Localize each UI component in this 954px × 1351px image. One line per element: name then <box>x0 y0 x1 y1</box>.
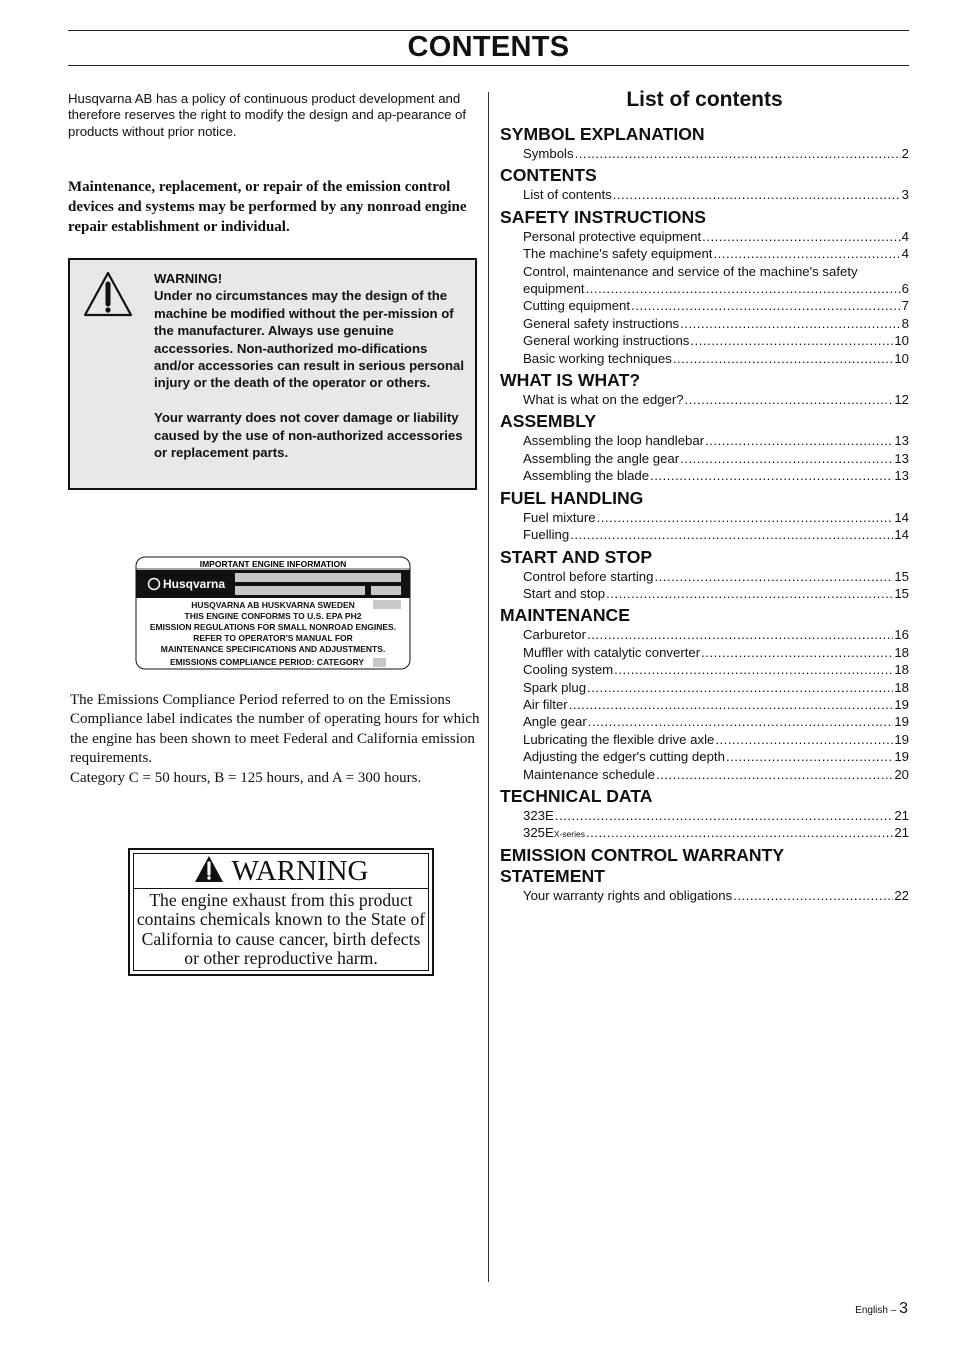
toc-section-title-text: WHAT IS WHAT? <box>500 370 641 391</box>
toc-entry-label: 323E <box>523 807 554 823</box>
toc-leader-dots <box>586 280 901 297</box>
toc-entry[interactable] <box>523 731 909 748</box>
toc-leader-dots <box>597 509 894 526</box>
toc-entry-page: 4 <box>901 228 909 244</box>
toc-entry-page: 18 <box>894 662 909 678</box>
toc-entry-label: List of contents <box>523 187 612 203</box>
toc-section-title <box>500 786 909 807</box>
toc-entry-label: Angle gear <box>523 714 587 730</box>
toc-entry-page: 20 <box>894 766 909 782</box>
toc-entry-page: 14 <box>894 509 909 525</box>
toc-leader-dots <box>555 807 894 824</box>
toc-leader-dots <box>733 887 893 904</box>
toc-entry[interactable] <box>523 526 909 543</box>
toc-leader-dots <box>613 186 901 203</box>
toc-entry[interactable] <box>523 391 909 408</box>
toc-entry-label: Start and stop <box>523 585 606 601</box>
toc-entry[interactable] <box>523 713 909 730</box>
toc-entry-page: 2 <box>901 146 909 161</box>
toc-entry-page: 10 <box>894 333 909 349</box>
toc-entry-label: The machine's safety equipment <box>523 246 713 262</box>
toc-leader-dots <box>614 661 893 678</box>
toc-leader-dots <box>606 585 893 602</box>
toc-entry-page: 19 <box>894 714 909 730</box>
compliance-description: The Emissions Compliance Period referred to on the Emissions Compliance label indicates the number of operating hours for which the engine has been shown to meet Federal and California emission requirements. <box>70 692 480 767</box>
toc-leader-dots <box>588 713 894 730</box>
toc-entry-label: Carburetor <box>523 627 587 643</box>
toc-section-title <box>500 124 909 145</box>
toc-entry[interactable] <box>523 297 909 314</box>
toc-title: List of contents <box>626 88 783 111</box>
toc-entry[interactable] <box>523 432 909 449</box>
engine-label-brand: Husqvarna <box>163 577 226 591</box>
toc-entry[interactable] <box>523 807 909 824</box>
toc-section-title-text: CONTENTS <box>500 165 597 186</box>
policy-note: Husqvarna AB has a policy of continuous product development and therefore reserves the right to modify the design and ap-pearance of products without prior notice. <box>68 91 467 139</box>
toc-entry-label: Fuelling <box>523 527 570 543</box>
toc-entry[interactable]: 325E X-series ..... 21 <box>523 824 909 841</box>
toc-entry-label: Air filter <box>523 696 568 712</box>
toc-entry-label: Cutting equipment <box>523 298 631 314</box>
toc-entry[interactable] <box>523 644 909 661</box>
toc-entry[interactable] <box>523 568 909 585</box>
toc-section-title <box>500 370 909 391</box>
toc-entry-page: 19 <box>894 731 909 747</box>
toc-section-title <box>500 488 909 509</box>
toc-entry-page: 21 <box>894 825 909 841</box>
toc-section-title <box>500 547 909 568</box>
toc-leader-dots <box>726 748 893 765</box>
toc-entry[interactable] <box>523 585 909 602</box>
toc-leader-dots <box>702 228 901 245</box>
compliance-period-text <box>70 691 480 788</box>
toc-entry-page: 7 <box>901 298 909 314</box>
toc-entry-label: What is what on the edger? <box>523 392 684 408</box>
toc-entry-page: 19 <box>894 696 909 712</box>
warning-box <box>68 258 477 490</box>
ca-warning-rule <box>134 888 428 889</box>
toc-entry[interactable] <box>523 679 909 696</box>
toc-entry-page: 3 <box>901 187 909 203</box>
toc-entry[interactable] <box>523 748 909 765</box>
toc-leader-dots <box>575 145 901 162</box>
toc-leader-dots <box>701 644 893 661</box>
toc-entry-page: 13 <box>894 433 909 449</box>
toc-section-title-text: SAFETY INSTRUCTIONS <box>500 206 706 227</box>
toc-leader-dots <box>680 450 893 467</box>
toc-leader-dots <box>690 332 893 349</box>
toc-section-title <box>500 411 909 432</box>
engine-label-line: MAINTENANCE SPECIFICATIONS AND ADJUSTMENTS. <box>160 644 386 654</box>
ca-warning-header <box>130 854 432 888</box>
toc-entry[interactable] <box>523 887 909 904</box>
toc-entry-page: 13 <box>894 468 909 484</box>
toc-entry-label: Assembling the blade <box>523 468 650 484</box>
toc-entry-label: Fuel mixture <box>523 509 596 525</box>
toc-entry[interactable] <box>523 315 909 332</box>
toc-entry-page: 10 <box>894 350 909 366</box>
page-footer <box>855 1300 908 1318</box>
toc-leader-dots <box>587 626 893 643</box>
toc-section-title-text: TECHNICAL DATA <box>500 785 653 806</box>
toc-leader-dots <box>587 679 893 696</box>
toc-section-title <box>500 165 909 186</box>
toc-entry[interactable] <box>523 350 909 367</box>
engine-label-line: EMISSIONS COMPLIANCE PERIOD: CATEGORY <box>169 657 365 667</box>
toc-leader-dots <box>570 526 893 543</box>
toc-entry-page: 18 <box>894 644 909 660</box>
toc-leader-dots <box>680 315 901 332</box>
toc-leader-dots <box>715 731 893 748</box>
toc-entry-page: 8 <box>901 315 909 331</box>
toc-entry-page: 15 <box>894 568 909 584</box>
toc-section-title-text: FUEL HANDLING <box>500 487 644 508</box>
toc-leader-dots <box>656 766 893 783</box>
title-rule <box>68 65 909 66</box>
footer-language: English – <box>855 1305 897 1316</box>
toc-entry[interactable] <box>523 245 909 262</box>
toc-entry[interactable] <box>523 661 909 678</box>
toc-entry-label: Assembling the angle gear <box>523 450 680 466</box>
toc-entry[interactable] <box>523 450 909 467</box>
toc-entry-label: Spark plug <box>523 679 587 695</box>
engine-label-title: IMPORTANT ENGINE INFORMATION <box>199 559 347 569</box>
toc-leader-dots <box>586 824 893 841</box>
engine-information-label <box>135 556 411 670</box>
toc-section-title <box>500 845 909 887</box>
toc-entry[interactable] <box>523 145 909 162</box>
toc-section-title-text: ASSEMBLY <box>500 411 597 432</box>
warning-triangle-icon <box>194 855 224 883</box>
toc-entry-label: Personal protective equipment <box>523 228 702 244</box>
toc-entry-label: Maintenance schedule <box>523 766 655 782</box>
toc-entry-page: 22 <box>894 887 909 903</box>
toc-section-title-text: EMISSION CONTROL WARRANTY <box>500 844 785 865</box>
toc-section-title-text: STATEMENT <box>500 865 605 886</box>
toc-entry-label: Cooling system <box>523 662 614 678</box>
engine-label-line: REFER TO OPERATOR'S MANUAL FOR <box>193 633 353 643</box>
page-title: CONTENTS <box>407 31 570 63</box>
toc-entry[interactable] <box>523 626 909 643</box>
toc-leader-dots <box>713 245 900 262</box>
toc-entry-label: 325E <box>523 825 554 841</box>
toc-entry-page: 16 <box>894 627 909 643</box>
toc-entry-label: Adjusting the edger's cutting depth <box>523 749 725 765</box>
toc-section-title-text: SYMBOL EXPLANATION <box>500 124 705 144</box>
toc-entry[interactable] <box>523 509 909 526</box>
toc-entry-label: Basic working techniques <box>523 350 672 366</box>
warning-triangle-icon <box>82 270 134 318</box>
toc-section-title <box>500 605 909 626</box>
warning-heading: WARNING! <box>154 271 223 286</box>
toc-entry[interactable] <box>523 228 909 245</box>
toc-entry[interactable] <box>523 766 909 783</box>
toc-entry-label: General working instructions <box>523 333 690 349</box>
toc-entry-label: equipment <box>523 281 585 297</box>
california-warning-box <box>128 848 434 976</box>
toc-entry-page: 12 <box>894 392 909 408</box>
toc-entry-label[interactable]: Control, maintenance and service of the machine's safety <box>523 263 858 279</box>
toc-entry-page: 6 <box>901 281 909 297</box>
toc-leader-dots <box>654 568 893 585</box>
toc-entry-label: General safety instructions <box>523 315 680 331</box>
toc-leader-dots <box>569 696 894 713</box>
engine-label-line: THIS ENGINE CONFORMS TO U.S. EPA PH2 <box>184 611 362 621</box>
warning-text <box>154 270 470 461</box>
toc-entry[interactable] <box>523 186 909 203</box>
toc-entry[interactable] <box>523 467 909 484</box>
toc-leader-dots <box>685 391 894 408</box>
compliance-categories: Category C = 50 hours, B = 125 hours, and A = 300 hours. <box>70 769 422 786</box>
warning-body-2: Your warranty does not cover damage or liability caused by the use of non-authorized accessories or replacement parts. <box>154 410 463 461</box>
toc-entry-page: 4 <box>901 246 909 262</box>
toc-entry-label: Your warranty rights and obligations <box>523 887 733 903</box>
engine-label-line: HUSQVARNA AB HUSKVARNA SWEDEN <box>191 600 355 610</box>
toc-section-title-text: START AND STOP <box>500 546 653 567</box>
toc-section-title <box>500 207 909 228</box>
ca-warning-heading: WARNING <box>231 855 369 887</box>
toc-entry-label: Muffler with catalytic converter <box>523 644 701 660</box>
page-number: 3 <box>899 1300 908 1317</box>
toc-leader-dots <box>705 432 893 449</box>
toc-entry-page: 18 <box>894 679 909 695</box>
toc-entry[interactable] <box>523 280 909 297</box>
toc-entry-label: Assembling the loop handlebar <box>523 433 705 449</box>
toc-entry-page: 13 <box>894 450 909 466</box>
toc-section-title-text: MAINTENANCE <box>500 605 630 626</box>
emission-maintenance-note: Maintenance, replacement, or repair of the emission control devices and systems may be performed by any nonroad engine repair establishment or individual. <box>68 179 467 235</box>
toc-entry-page: 14 <box>894 527 909 543</box>
toc-leader-dots <box>650 467 893 484</box>
toc-leader-dots <box>631 297 901 314</box>
toc-entry-label: Lubricating the flexible drive axle <box>523 731 715 747</box>
table-of-contents <box>500 121 909 904</box>
ca-warning-body: The engine exhaust from this product contains chemicals known to the State of California to cause cancer, birth defects or other reproductive harm. <box>136 890 426 969</box>
toc-entry-label: Symbols <box>523 146 574 161</box>
toc-entry[interactable] <box>523 696 909 713</box>
engine-label-line: EMISSION REGULATIONS FOR SMALL NONROAD ENGINES. <box>149 622 397 632</box>
toc-entry-page: 19 <box>894 749 909 765</box>
toc-leader-dots <box>673 350 894 367</box>
toc-entry-page: 15 <box>894 585 909 601</box>
column-divider <box>488 92 489 1282</box>
toc-entry[interactable] <box>523 332 909 349</box>
toc-entry-label: Control before starting <box>523 568 654 584</box>
warning-body: Under no circumstances may the design of the machine be modified without the per-mission of the manufacturer. Always use genuine accessories. Non-authorized mo-difications and/or accessories can result in serious personal injury or the death of the operator or others. <box>154 288 465 391</box>
toc-entry-page: 21 <box>894 807 909 823</box>
